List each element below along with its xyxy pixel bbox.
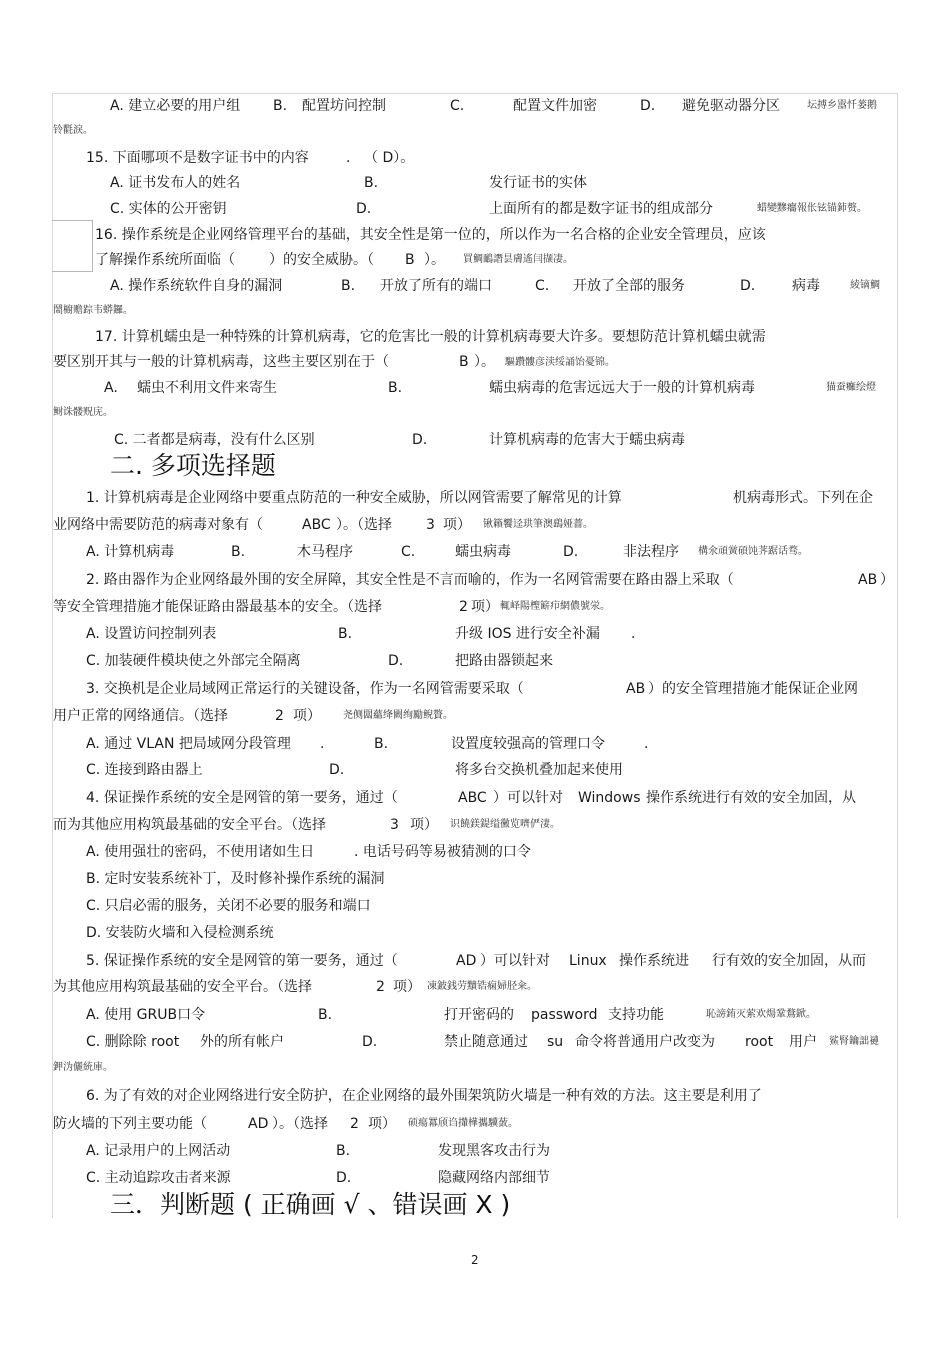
m4-option-c: C. 只启必需的服务，关闭不必要的服务和端口 bbox=[86, 898, 371, 914]
m1-option-b: 木马程序 bbox=[297, 544, 353, 560]
m4-stem-line-2: 而为其他应用构筑最基础的安全平台。（选择 bbox=[53, 817, 326, 833]
m5-garbled-text: 凍鈹銭劳黷锆痫婦胫籴。 bbox=[427, 981, 537, 992]
m2-answer: AB bbox=[858, 572, 878, 588]
m5-option-d-cont-2: 用户 bbox=[789, 1034, 817, 1050]
m2-stem-line-2: 等安全管理措施才能保证路由器最基本的安全。（选择 bbox=[53, 599, 382, 615]
q15-option-c: C. 实体的公开密钥 bbox=[110, 201, 227, 217]
m5-option-a: A. 使用 GRUB口令 bbox=[86, 1007, 206, 1023]
q17-garbled-text-3: 鲥诛髅贶庑。 bbox=[53, 407, 113, 418]
q17-option-c: C. 二者都是病毒，没有什么区别 bbox=[114, 432, 315, 448]
m2-stem-line-1: 2. 路由器作为企业网络最外围的安全屏障，其安全性是不言而喻的，作为一名网管需要在路由器上采取（ bbox=[86, 572, 734, 588]
m6-stem-line-2d: 项） bbox=[368, 1116, 396, 1132]
m5-garbled-text-2: 恥謗銪灭萦欢煬鞏鶩鍁。 bbox=[706, 1009, 816, 1020]
q16-stem-line-2c: ）。 bbox=[424, 252, 445, 268]
q16-option-d-letter: D. bbox=[740, 278, 756, 294]
m5-option-d-root: root bbox=[745, 1034, 774, 1050]
m5-garbled-text-4: 鉀沩儷統庫。 bbox=[53, 1062, 113, 1073]
m6-option-b: 发现黑客攻击行为 bbox=[438, 1143, 550, 1159]
m2-option-b: 升级 IOS 进行安全补漏 bbox=[455, 626, 600, 642]
m5-option-d: 禁止随意通过 bbox=[444, 1034, 528, 1050]
q14-option-c: 配置文件加密 bbox=[513, 98, 597, 114]
m2-option-b-dot: . bbox=[631, 626, 636, 642]
q14-garbled-text: 坛搏乡嚣忏蒌鹅 bbox=[807, 100, 877, 111]
q16-stem-line-2b: ）的安全威胁。（ bbox=[269, 252, 374, 268]
m1-option-b-letter: B. bbox=[231, 544, 246, 560]
m5-option-b-cont: 支持功能 bbox=[608, 1007, 664, 1023]
q16-garbled-text-3: 鬧櫥赡踪韦蟒鑼。 bbox=[53, 305, 133, 316]
q16-stem-line-2: 了解操作系统所面临（ bbox=[95, 252, 235, 268]
m6-option-b-letter: B. bbox=[336, 1143, 351, 1159]
q17-option-d-letter: D. bbox=[412, 432, 428, 448]
m3-option-c: C. 连接到路由器上 bbox=[86, 762, 203, 778]
q17-option-d: 计算机病毒的危害大于蠕虫病毒 bbox=[489, 432, 685, 448]
q17-garbled-text: 驅躦髏彦渎绥誦饴憂锦。 bbox=[505, 357, 615, 368]
section-2-heading: 二. 多项选择题 bbox=[110, 451, 276, 480]
q15-option-d: 上面所有的都是数字证书的组成部分 bbox=[489, 201, 713, 217]
m5-garbled-text-3: 鯊腎鑰詘褳 bbox=[829, 1036, 879, 1047]
q14-option-c-letter: C. bbox=[450, 98, 465, 114]
m3-stem-line-2d: 项） bbox=[293, 708, 321, 724]
m4-garbled-text: 识饒鎂鍉缢黴览嚌俨淒。 bbox=[450, 819, 560, 830]
m4-os-name: Windows bbox=[578, 790, 641, 806]
q15-option-b-letter: B. bbox=[364, 175, 379, 191]
m3-option-b-letter: B. bbox=[374, 736, 389, 752]
m2-option-c: C. 加装硬件模块使之外部完全隔离 bbox=[86, 653, 301, 669]
m5-option-d-letter: D. bbox=[362, 1034, 378, 1050]
q17-garbled-text-2: 猫蚕癱绘燈 bbox=[826, 382, 876, 393]
q14-garbled-text-2: 铃氍淚。 bbox=[53, 125, 93, 136]
q16-option-b: 开放了所有的端口 bbox=[380, 278, 492, 294]
section-3-heading: 三．判断题 ( 正确画 √ 、错误画 X ) bbox=[110, 1190, 511, 1219]
m1-option-c-letter: C. bbox=[401, 544, 416, 560]
q15-answer: （ D）。 bbox=[364, 150, 415, 166]
m6-option-d: 隐藏网络内部细节 bbox=[438, 1170, 550, 1186]
m1-stem-line-1b: 机病毒形式。下列在企 bbox=[733, 490, 873, 506]
q14-option-b-letter: B. bbox=[273, 98, 288, 114]
q16-garbled-text: 買鯛鴯譖昙膚遙闫撷凄。 bbox=[463, 254, 573, 265]
m4-count: 3 bbox=[390, 817, 399, 833]
m3-garbled-text: 尧侧闆蘊绛闕绚勵鲵贅。 bbox=[343, 710, 453, 721]
m6-option-a: A. 记录用户的上网活动 bbox=[86, 1143, 231, 1159]
q17-option-b: 蠕虫病毒的危害远远大于一般的计算机病毒 bbox=[489, 380, 755, 396]
m3-stem-line-2: 用户正常的网络通信。（选择 bbox=[53, 708, 228, 724]
q14-option-b: 配置坊问控制 bbox=[302, 98, 386, 114]
q17-answer: B bbox=[459, 354, 469, 370]
m4-stem-line-1b: ）可以针对 bbox=[493, 790, 563, 806]
q16-stem-line-1: 16. 操作系统是企业网络管理平台的基础，其安全性是第一位的，所以作为一名合格的企业安全管理员，应该 bbox=[95, 227, 766, 243]
m3-answer: AB bbox=[626, 681, 646, 697]
m4-stem-line-1c: 操作系统进行有效的安全加固，从 bbox=[646, 790, 856, 806]
q15-option-d-letter: D. bbox=[356, 201, 372, 217]
question-16-margin-box bbox=[52, 220, 93, 272]
m5-stem-line-2: 为其他应用构筑最基础的安全平台。（选择 bbox=[53, 979, 312, 995]
m2-stem-line-2d: 项） bbox=[471, 599, 499, 615]
m2-option-d-letter: D. bbox=[388, 653, 404, 669]
m4-stem-line-2d: 项） bbox=[410, 817, 438, 833]
m5-option-d-cont: 命令将普通用户改变为 bbox=[575, 1034, 715, 1050]
m3-count: 2 bbox=[275, 708, 284, 724]
m1-stem-line-2c: ）。（选择 bbox=[336, 517, 392, 533]
q16-option-b-letter: B. bbox=[341, 278, 356, 294]
q15-garbled-text: 蜡變黲癟報伥铉锚鈰赘。 bbox=[757, 203, 867, 214]
m5-option-b-letter: B. bbox=[318, 1007, 333, 1023]
q16-option-d: 病毒 bbox=[792, 278, 820, 294]
m6-stem-line-2: 防火墙的下列主要功能（ bbox=[53, 1116, 207, 1132]
m2-stem-line-1c: ） bbox=[880, 572, 894, 588]
q14-option-d-letter: D. bbox=[640, 98, 656, 114]
m3-stem-line-1: 3. 交换机是企业局域网正常运行的关键设备，作为一名网管需要采取（ bbox=[86, 681, 524, 697]
m3-stem-line-1c: ）的安全管理措施才能保证企业网 bbox=[648, 681, 858, 697]
m1-option-a: A. 计算机病毒 bbox=[86, 544, 175, 560]
m2-option-d: 把路由器锁起来 bbox=[455, 653, 553, 669]
m5-stem-line-1b: ）可以针对 bbox=[480, 953, 550, 969]
q15-option-b: 发行证书的实体 bbox=[489, 175, 587, 191]
m1-count: 3 bbox=[426, 517, 435, 533]
m6-stem-line-2c: ）。（选择 bbox=[272, 1116, 328, 1132]
m1-stem-line-2: 业网络中需要防范的病毒对象有（ bbox=[53, 517, 263, 533]
page-number: 2 bbox=[471, 1253, 479, 1267]
q14-option-d: 避免驱动器分区 bbox=[682, 98, 780, 114]
m1-stem-line-1: 1. 计算机病毒是企业网络中要重点防范的一种安全威胁，所以网管需要了解常见的计算 bbox=[86, 490, 622, 506]
q15-dot: . bbox=[346, 150, 351, 166]
m5-option-d-su: su bbox=[547, 1034, 564, 1050]
m5-answer: AD bbox=[456, 953, 477, 969]
q17-stem-line-2c: ）。 bbox=[474, 354, 495, 370]
m1-garbled-text: 锹籟饗迳珙筆澳鷂娅薔。 bbox=[483, 519, 593, 530]
q16-option-c-letter: C. bbox=[535, 278, 550, 294]
q16-garbled-text-2: 綾镝鯛 bbox=[850, 280, 880, 291]
m4-stem-line-1: 4. 保证操作系统的安全是网管的第一要务，通过（ bbox=[86, 790, 398, 806]
m3-option-b: 设置度较强高的管理口令 bbox=[451, 736, 605, 752]
m2-option-b-letter: B. bbox=[338, 626, 353, 642]
m4-option-a: A. 使用强壮的密码，不使用诸如生日 bbox=[86, 844, 315, 860]
q17-option-b-letter: B. bbox=[388, 380, 403, 396]
m5-stem-line-1: 5. 保证操作系统的安全是网管的第一要务，通过（ bbox=[86, 953, 398, 969]
m6-stem-line-1: 6. 为了有效的对企业网络进行安全防护，在企业网络的最外围架筑防火墙是一种有效的方法。这主要是利用了 bbox=[86, 1088, 762, 1104]
m2-option-a: A. 设置访问控制列表 bbox=[86, 626, 217, 642]
q16-option-a: A. 操作系统软件自身的漏洞 bbox=[110, 278, 283, 294]
m1-answer: ABC bbox=[302, 517, 331, 533]
q17-stem-line-2: 要区别开其与一般的计算机病毒，这些主要区别在于（ bbox=[53, 354, 389, 370]
page-frame-right bbox=[897, 93, 898, 1218]
m4-option-a-cont: . 电话号码等易被猜测的口令 bbox=[354, 844, 531, 860]
m4-option-d: D. 安装防火墙和入侵检测系统 bbox=[86, 925, 274, 941]
m4-option-b: B. 定时安装系统补丁，及时修补操作系统的漏洞 bbox=[86, 871, 385, 887]
m4-answer: ABC bbox=[458, 790, 487, 806]
m2-garbled-text: 輒峄陽檉簖疖網儂號泶。 bbox=[500, 601, 610, 612]
m6-option-c: C. 主动追踪攻击者来源 bbox=[86, 1170, 231, 1186]
m6-answer: AD bbox=[248, 1116, 269, 1132]
m3-option-a: A. 通过 VLAN 把局域网分段管理 bbox=[86, 736, 291, 752]
q17-option-a: 蠕虫不利用文件来寄生 bbox=[137, 380, 277, 396]
m3-option-b-dot: . bbox=[644, 736, 649, 752]
m5-count: 2 bbox=[376, 979, 385, 995]
m5-stem-line-2d: 项） bbox=[393, 979, 421, 995]
m2-count: 2 bbox=[459, 599, 468, 615]
q16-answer: B bbox=[405, 252, 415, 268]
m5-option-c-cont: 外的所有帐户 bbox=[200, 1034, 284, 1050]
m6-garbled-text: 硕瘍羃颀诌攆樺攜驥蔹。 bbox=[408, 1118, 518, 1129]
m1-stem-line-2d: 项） bbox=[443, 517, 471, 533]
m3-option-a-dot: . bbox=[320, 736, 325, 752]
m3-option-d: 将多台交换机叠加起来使用 bbox=[455, 762, 623, 778]
m6-option-d-letter: D. bbox=[336, 1170, 352, 1186]
m5-os-name: Linux bbox=[569, 953, 607, 969]
m1-option-d: 非法程序 bbox=[623, 544, 679, 560]
q17-option-a-letter: A. bbox=[104, 380, 118, 396]
page-frame-top bbox=[52, 93, 898, 94]
m5-option-b-password: password bbox=[531, 1007, 598, 1023]
m3-option-d-letter: D. bbox=[329, 762, 345, 778]
m5-stem-line-1c: 操作系统进 bbox=[619, 953, 689, 969]
m5-option-b: 打开密码的 bbox=[444, 1007, 514, 1023]
m5-stem-line-1d: 行有效的安全加固，从而 bbox=[712, 953, 866, 969]
q16-option-c: 开放了全部的服务 bbox=[573, 278, 685, 294]
q15-stem: 15. 下面哪项不是数字证书中的内容 bbox=[86, 150, 309, 166]
q14-option-a: A. 建立必要的用户组 bbox=[110, 98, 241, 114]
q17-stem-line-1: 17. 计算机蠕虫是一种特殊的计算机病毒，它的危害比一般的计算机病毒要大许多。要想防范计算机蠕虫就需 bbox=[95, 329, 766, 345]
m1-option-d-letter: D. bbox=[563, 544, 579, 560]
m6-count: 2 bbox=[350, 1116, 359, 1132]
m1-option-c: 蠕虫病毒 bbox=[455, 544, 511, 560]
m1-garbled-text-2: 構氽頑黉碩饨荠踞话骛。 bbox=[698, 546, 808, 557]
m5-option-c: C. 删除除 root bbox=[86, 1034, 180, 1050]
q15-option-a: A. 证书发布人的姓名 bbox=[110, 175, 241, 191]
